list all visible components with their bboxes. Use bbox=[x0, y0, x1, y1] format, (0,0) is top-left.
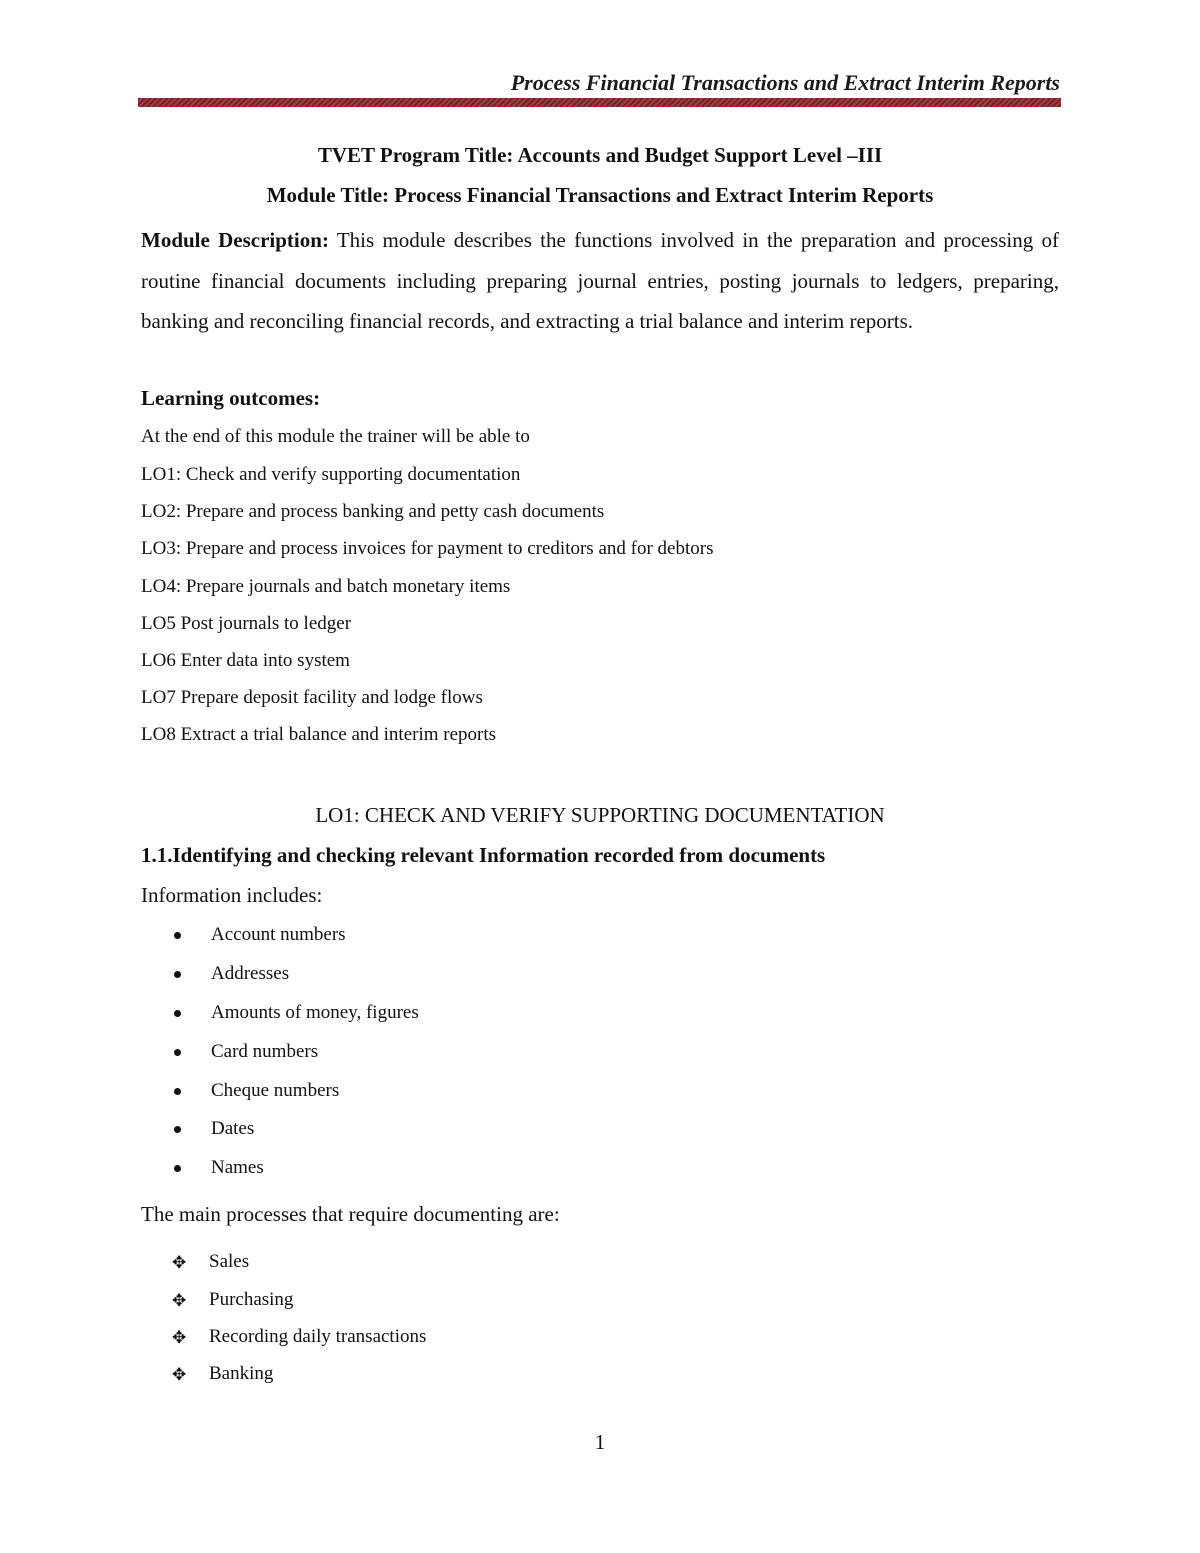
list-item: Amounts of money, figures bbox=[172, 1002, 419, 1024]
page-number: 1 bbox=[594, 1430, 606, 1454]
list-item: Card numbers bbox=[172, 1041, 318, 1063]
bullet-icon bbox=[174, 932, 181, 939]
bullet-icon bbox=[174, 1049, 181, 1056]
information-intro: Information includes: bbox=[141, 883, 323, 907]
list-item: Cheque numbers bbox=[172, 1080, 339, 1102]
list-item: ✥ Sales bbox=[172, 1251, 250, 1272]
list-item: Dates bbox=[172, 1118, 254, 1140]
list-item: Addresses bbox=[172, 963, 289, 985]
running-header: Process Financial Transactions and Extract Interim Reports bbox=[510, 70, 1060, 95]
bullet-icon bbox=[174, 971, 181, 978]
module-description bbox=[141, 220, 1059, 342]
learning-outcome-item: LO6 Enter data into system bbox=[141, 650, 350, 671]
learning-outcome-item: LO2: Prepare and process banking and petty cash documents bbox=[141, 501, 605, 522]
learning-outcome-item: LO8 Extract a trial balance and interim reports bbox=[141, 724, 497, 745]
diamond-bullet-icon: ✥ bbox=[172, 1290, 187, 1310]
module-description-text: This module describes the functions involved in the preparation and processing of routine financial documents including preparing journal entries, posting journals to ledgers, preparing, banking and reconciling financial records, and extracting a trial balance and interim reports. bbox=[141, 228, 1059, 333]
lo1-heading-text: LO1: CHECK AND VERIFY SUPPORTING DOCUMENTATION bbox=[315, 803, 885, 827]
module-title: Module Title: Process Financial Transactions and Extract Interim Reports bbox=[266, 183, 934, 207]
list-item: Account numbers bbox=[172, 924, 346, 946]
diamond-bullet-icon: ✥ bbox=[172, 1364, 187, 1384]
bullet-icon bbox=[174, 1088, 181, 1095]
header-rule bbox=[138, 98, 1061, 107]
learning-outcome-item: LO1: Check and verify supporting documentation bbox=[141, 464, 521, 485]
bullet-icon bbox=[174, 1165, 181, 1172]
learning-outcomes-heading: Learning outcomes: bbox=[141, 386, 321, 410]
diamond-bullet-icon: ✥ bbox=[172, 1252, 187, 1272]
learning-outcome-item: LO3: Prepare and process invoices for payment to creditors and for debtors bbox=[141, 538, 714, 559]
diamond-bullet-icon: ✥ bbox=[172, 1327, 187, 1347]
program-title: TVET Program Title: Accounts and Budget Support Level –III bbox=[317, 143, 883, 167]
lo1-section-heading bbox=[140, 803, 1060, 828]
subsection-heading: 1.1.Identifying and checking relevant Information recorded from documents bbox=[141, 843, 826, 867]
learning-outcome-item: LO4: Prepare journals and batch monetary items bbox=[141, 576, 511, 597]
learning-outcome-item: LO5 Post journals to ledger bbox=[141, 613, 352, 634]
list-item: Names bbox=[172, 1157, 264, 1179]
list-item: ✥ Recording daily transactions bbox=[172, 1326, 427, 1347]
bullet-icon bbox=[174, 1010, 181, 1017]
module-description-label: Module Description: bbox=[141, 228, 329, 252]
list-item: ✥ Banking bbox=[172, 1363, 274, 1384]
learning-outcomes-intro: At the end of this module the trainer will be able to bbox=[141, 426, 530, 447]
bullet-icon bbox=[174, 1126, 181, 1133]
processes-intro: The main processes that require documenting are: bbox=[141, 1202, 560, 1226]
list-item: ✥ Purchasing bbox=[172, 1289, 294, 1310]
learning-outcome-item: LO7 Prepare deposit facility and lodge flows bbox=[141, 687, 483, 708]
